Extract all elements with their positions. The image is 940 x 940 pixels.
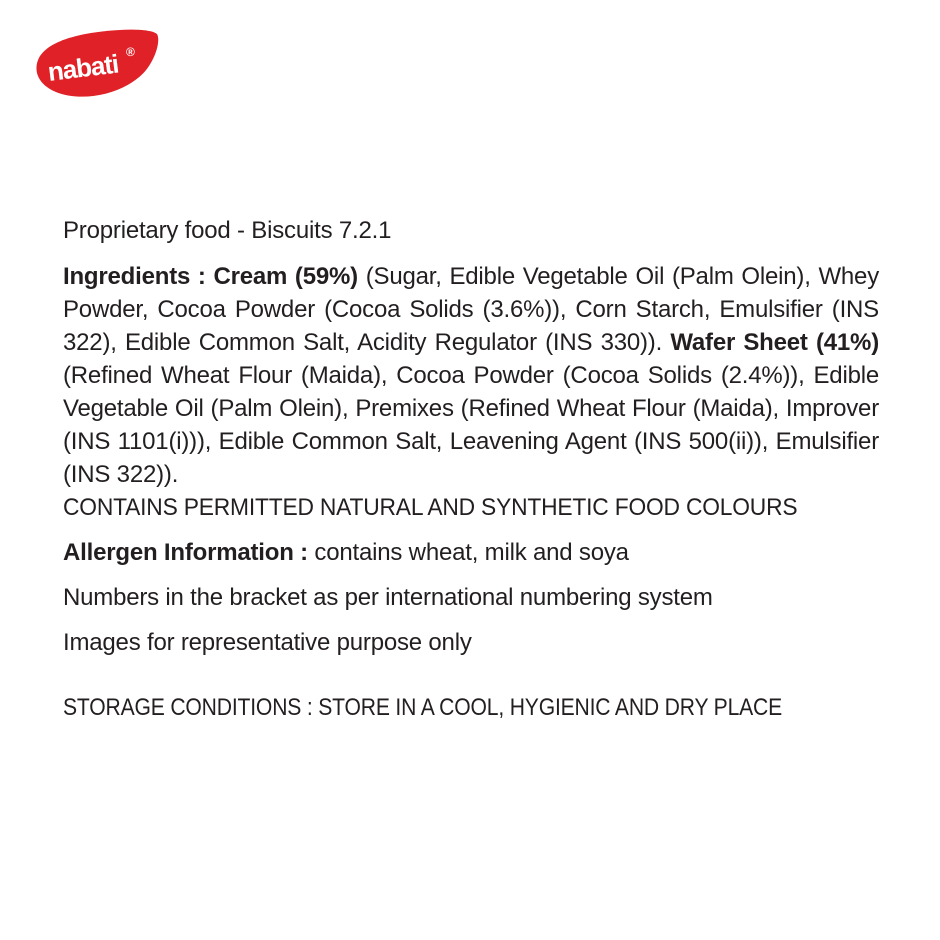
images-note: Images for representative purpose only xyxy=(63,629,472,656)
ingredients-paragraph xyxy=(63,260,879,491)
storage-conditions-statement: STORAGE CONDITIONS : STORE IN A COOL, HYGIENIC AND DRY PLACE xyxy=(63,694,783,721)
label-text-block xyxy=(63,214,879,724)
product-title: Proprietary food - Biscuits 7.2.1 xyxy=(63,217,392,244)
allergen-text: contains wheat, milk and soya xyxy=(314,539,629,566)
numbering-note: Numbers in the bracket as per international numbering system xyxy=(63,584,713,611)
wafer-sheet-heading: Wafer Sheet (41%) xyxy=(670,329,879,356)
brand-wordmark: nabati xyxy=(46,48,120,87)
wafer-ingredients-text: (Refined Wheat Flour (Maida), Cocoa Powder (Cocoa Solids (2.4%)), Edible Vegetable Oil (Palm Olein), Premixes (Refined Wheat Flour (Maida), Improver (INS 1101(i))), Edible Common Salt, Leavening Agent (INS 500(ii)), Emulsifier (INS 322)). xyxy=(63,362,879,488)
allergen-information xyxy=(63,536,879,569)
ingredients-cream-heading: Ingredients : Cream (59%) xyxy=(63,263,366,290)
registered-trademark-icon: ® xyxy=(126,45,135,59)
nabati-logo xyxy=(34,28,160,100)
cream-ingredients-text: (Sugar, Edible Vegetable Oil (Palm Olein), Whey Powder, Cocoa Powder (Cocoa Solids (3.6%)), Corn Starch, Emulsifier (INS 322), Edible Common Salt, Acidity Regulator (INS 330)). xyxy=(63,263,879,356)
food-colours-statement: CONTAINS PERMITTED NATURAL AND SYNTHETIC FOOD COLOURS xyxy=(63,494,798,521)
allergen-heading: Allergen Information : xyxy=(63,539,315,566)
